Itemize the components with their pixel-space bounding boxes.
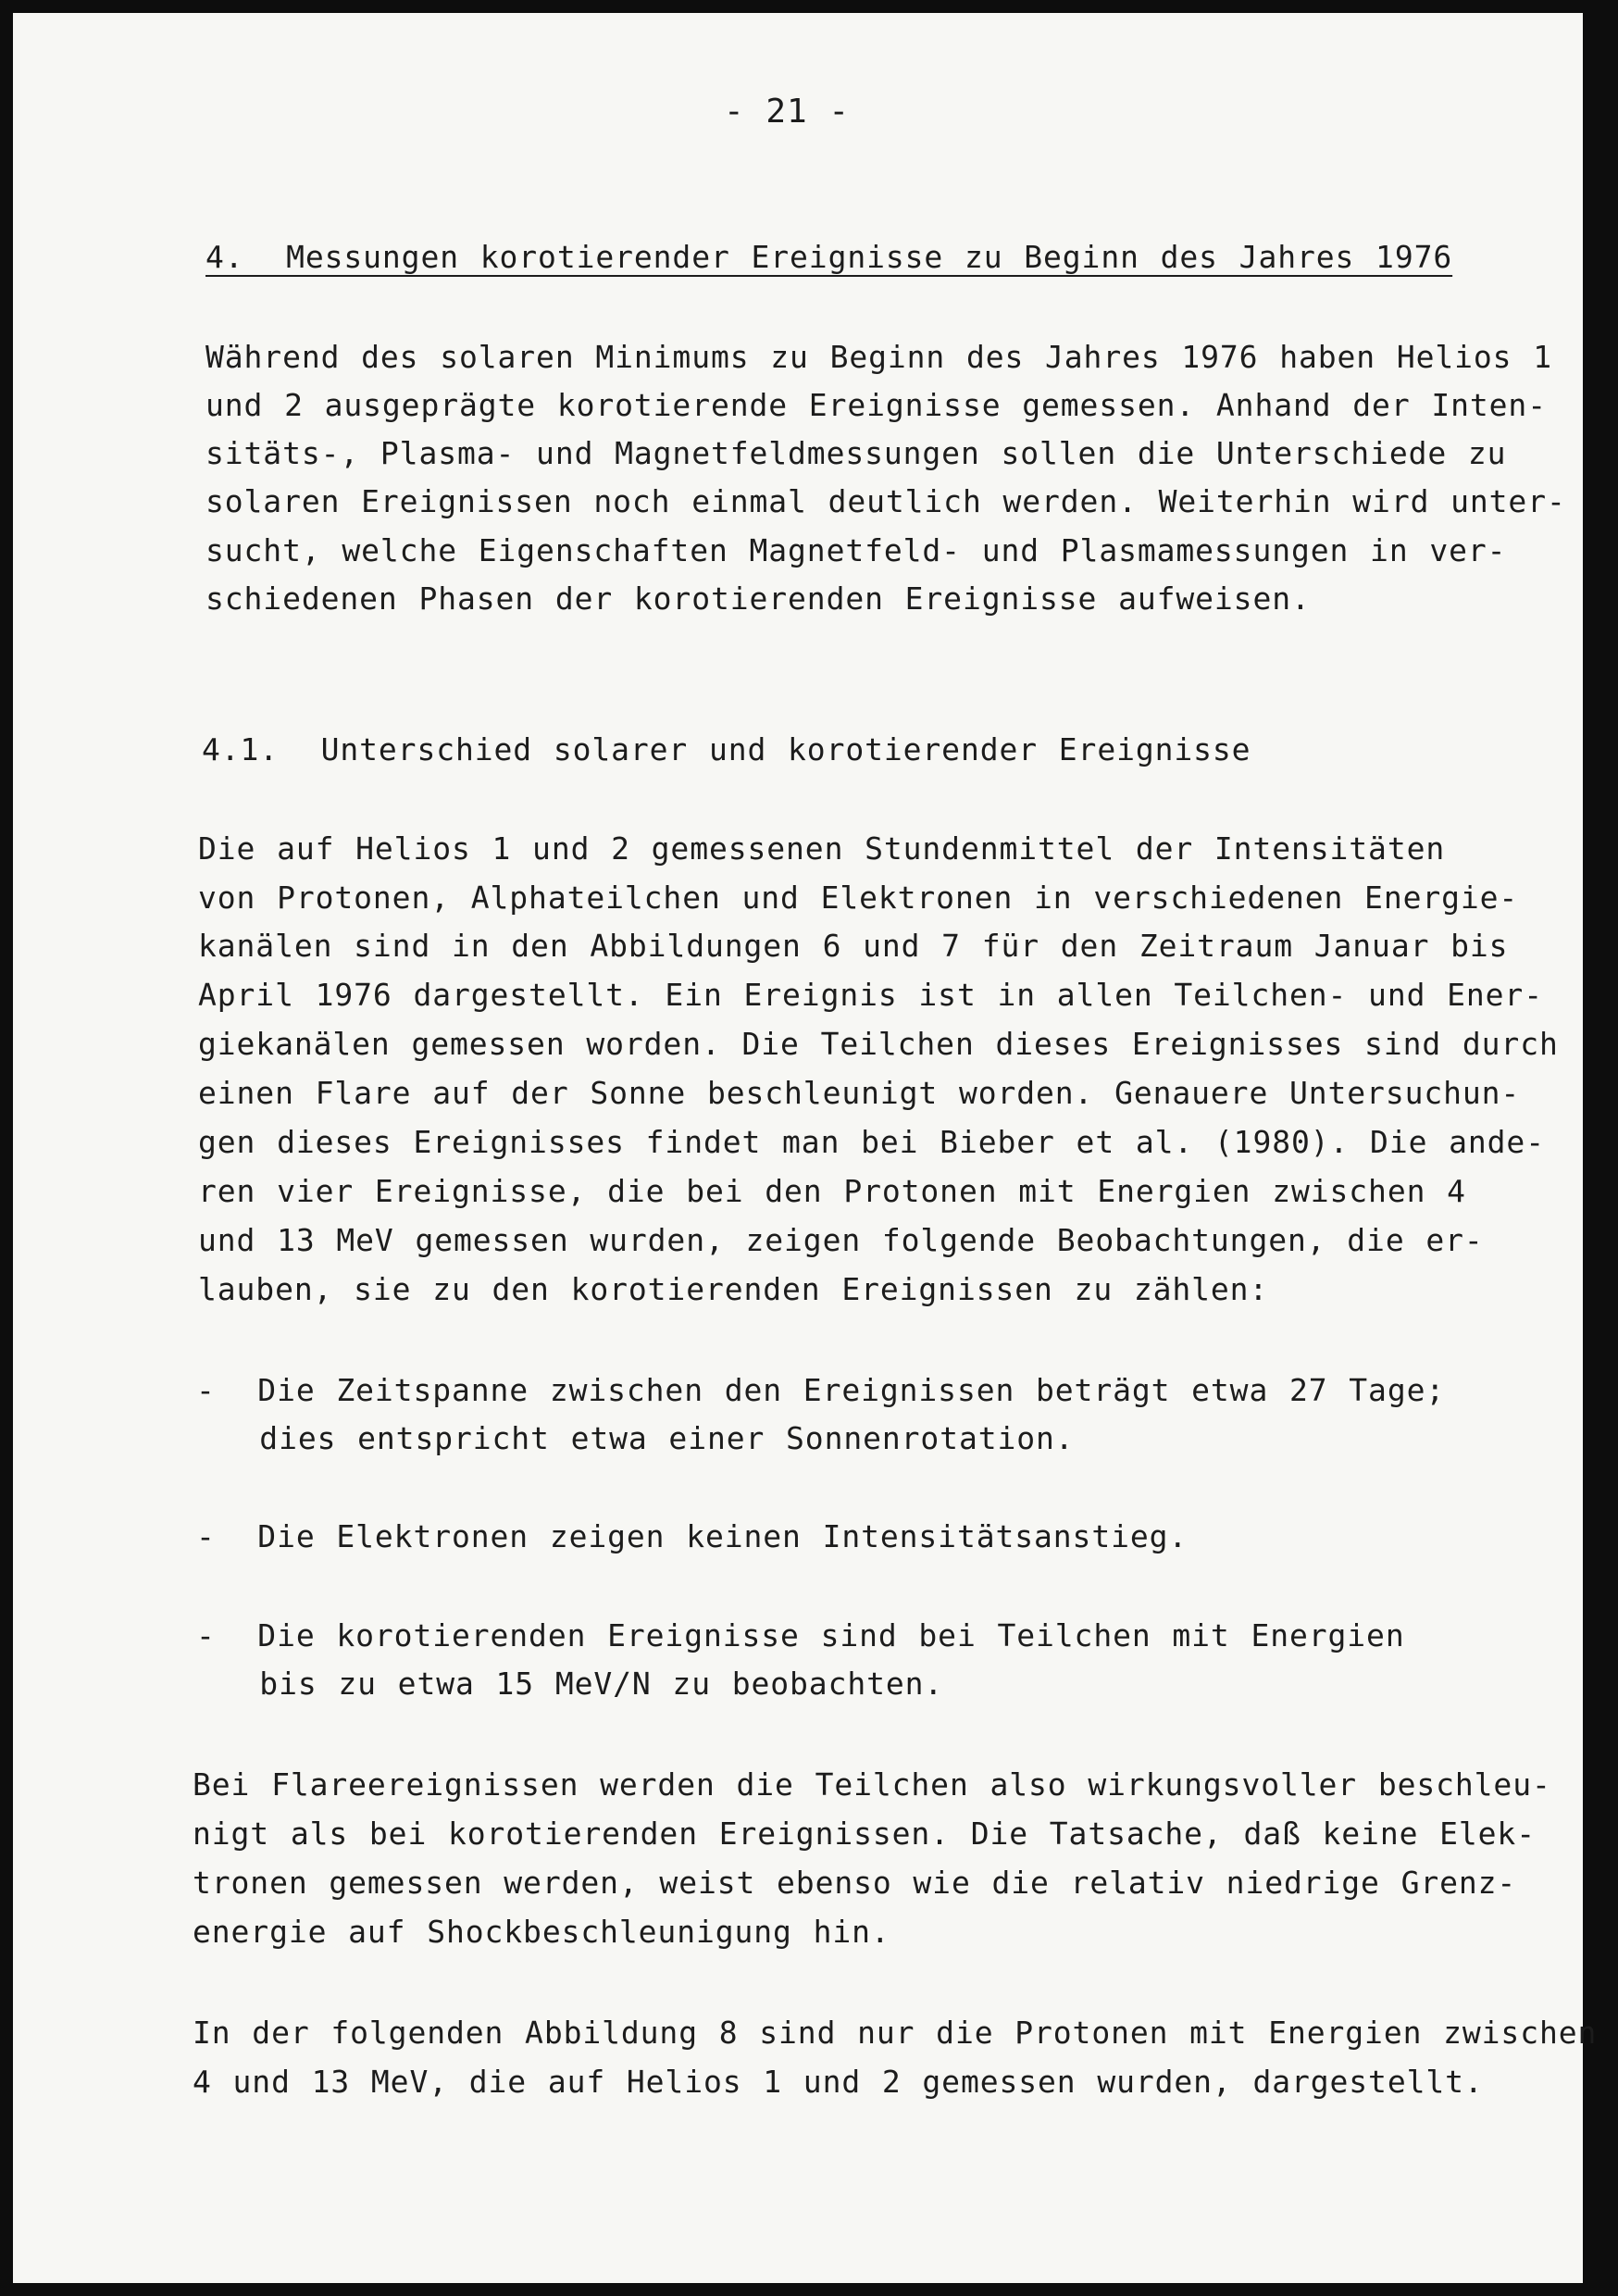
text-line: tronen gemessen werden, weist ebenso wie die relativ niedrige Grenz- [193,1865,1517,1901]
text-line: 4 und 13 MeV, die auf Helios 1 und 2 gemessen wurden, dargestellt. [193,2064,1484,2100]
list-item-continuation: dies entspricht etwa einer Sonnenrotation. [196,1420,1075,1456]
text-line: energie auf Shockbeschleunigung hin. [193,1914,890,1950]
scan-border-bottom [0,2283,1618,2296]
text-line: kanälen sind in den Abbildungen 6 und 7 für den Zeitraum Januar bis [198,928,1509,964]
text-line: nigt als bei korotierenden Ereignissen. Die Tatsache, daß keine Elek- [193,1816,1536,1852]
text-line: ren vier Ereignisse, die bei den Protonen mit Energien zwischen 4 [198,1173,1466,1209]
list-item: - Die Elektronen zeigen keinen Intensitätsanstieg. [196,1518,1189,1554]
list-item: - Die korotierenden Ereignisse sind bei Teilchen mit Energien [196,1617,1405,1653]
text-line: und 2 ausgeprägte korotierende Ereignisse gemessen. Anhand der Inten- [205,387,1547,423]
text-line: giekanälen gemessen worden. Die Teilchen dieses Ereignisses sind durch [198,1026,1559,1062]
text-line: April 1976 dargestellt. Ein Ereignis ist in allen Teilchen- und Ener- [198,977,1543,1013]
list-item-continuation: bis zu etwa 15 MeV/N zu beobachten. [196,1666,944,1702]
scan-border-right [1583,0,1618,2296]
page-number: - 21 - [723,93,851,131]
text-line: und 13 MeV gemessen wurden, zeigen folgende Beobachtungen, die er- [198,1222,1484,1258]
text-line: schiedenen Phasen der korotierenden Ereignisse aufweisen. [205,580,1311,617]
text-line: von Protonen, Alphateilchen und Elektronen in verschiedenen Energie- [198,880,1519,916]
text-line: In der folgenden Abbildung 8 sind nur die Protonen mit Energien zwischen [193,2015,1598,2051]
text-line: sitäts-, Plasma- und Magnetfeldmessungen sollen die Unterschiede zu [205,435,1507,471]
text-line: lauben, sie zu den korotierenden Ereignissen zu zählen: [198,1271,1269,1307]
subsection-heading: 4.1. Unterschied solarer und korotierender Ereignisse [202,731,1251,767]
text-line: einen Flare auf der Sonne beschleunigt worden. Genauere Untersuchun- [198,1075,1521,1111]
text-line: gen dieses Ereignisses findet man bei Bieber et al. (1980). Die ande- [198,1124,1545,1160]
text-line: Während des solaren Minimums zu Beginn des Jahres 1976 haben Helios 1 [205,339,1552,375]
scan-border-left [0,0,13,2296]
section-heading: 4. Messungen korotierender Ereignisse zu Beginn des Jahres 1976 [205,239,1453,275]
text-line: Bei Flareereignissen werden die Teilchen also wirkungsvoller beschleu- [193,1766,1551,1803]
text-line: sucht, welche Eigenschaften Magnetfeld- und Plasmamessungen in ver- [205,532,1507,568]
list-item: - Die Zeitspanne zwischen den Ereignissen beträgt etwa 27 Tage; [196,1372,1446,1408]
text-line: solaren Ereignissen noch einmal deutlich werden. Weiterhin wird unter- [205,483,1566,519]
text-line: Die auf Helios 1 und 2 gemessenen Stundenmittel der Intensitäten [198,830,1446,867]
scan-border-top [0,0,1618,13]
